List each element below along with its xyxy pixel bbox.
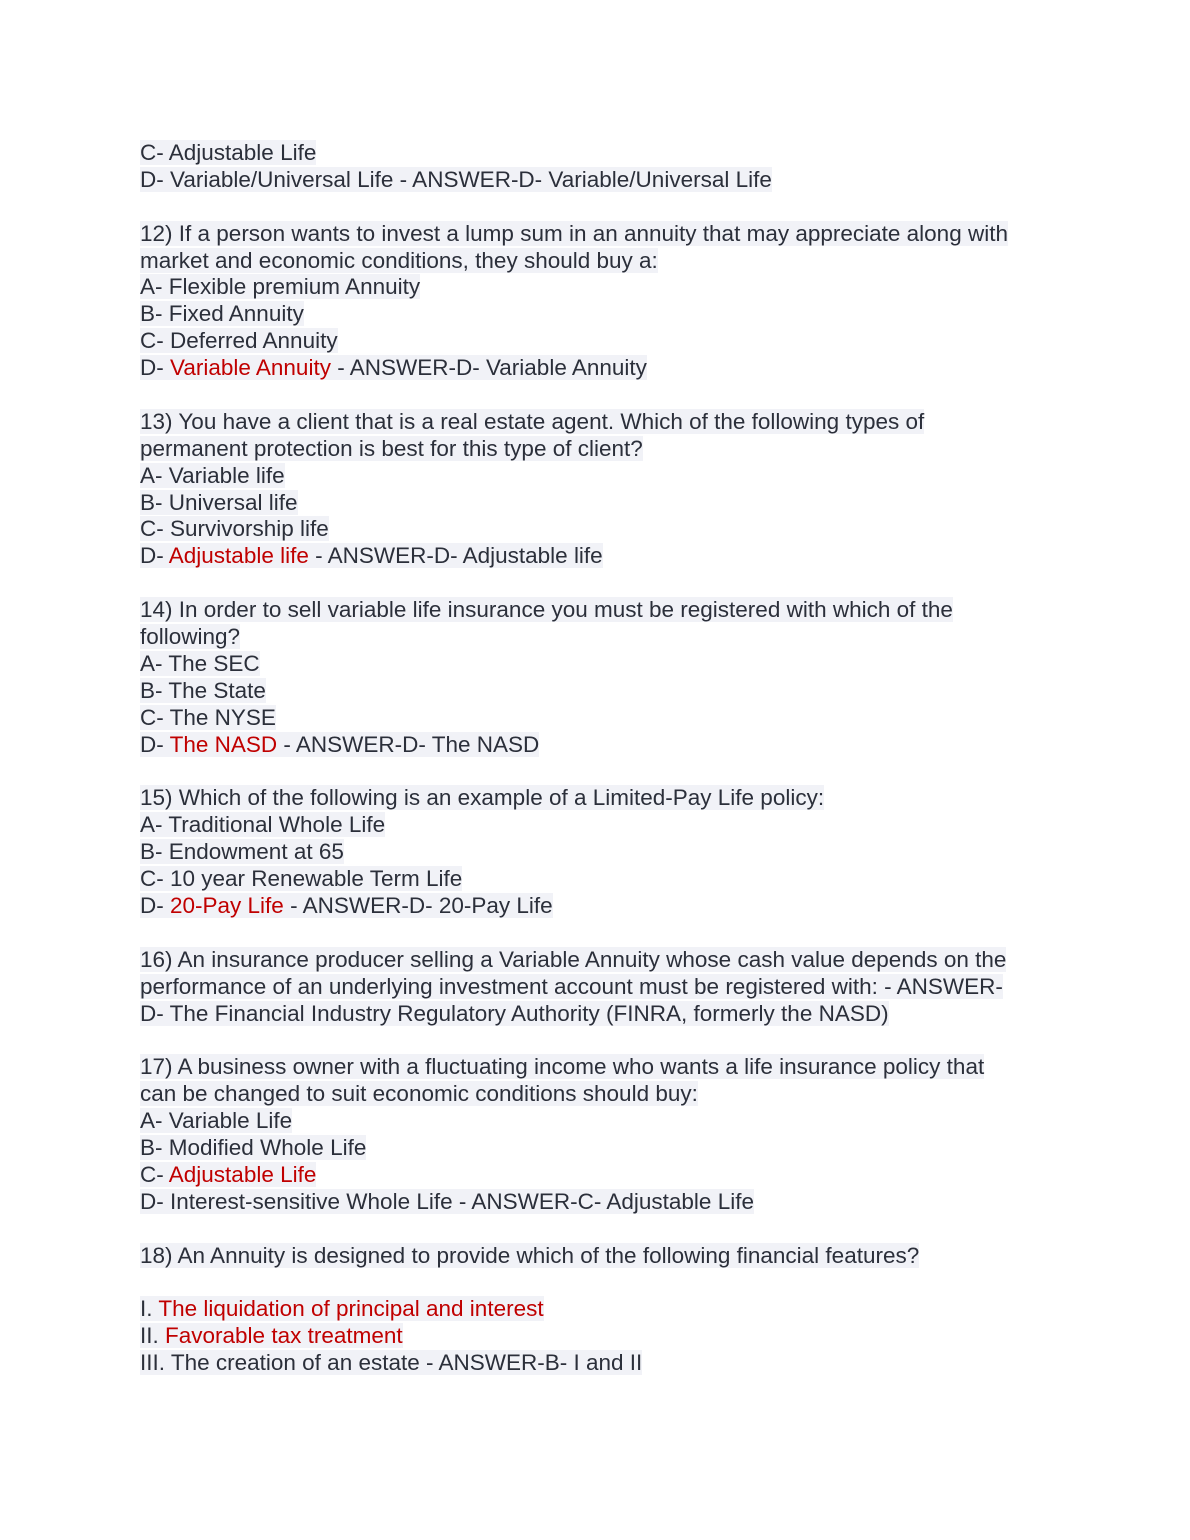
text-line [140, 140, 1060, 167]
text-line [140, 893, 1060, 920]
paragraph-gap [140, 920, 1060, 947]
line-text: C- Deferred Annuity [140, 328, 338, 354]
line-text: can be changed to suit economic conditions should buy: [140, 1081, 698, 1107]
line-text: B- Universal life [140, 489, 298, 515]
text-line [140, 705, 1060, 732]
highlighted-answer: Adjustable life [168, 543, 309, 569]
text-line [140, 1054, 1060, 1081]
line-text: C- The NYSE [140, 704, 276, 730]
text-line [140, 624, 1060, 651]
answer-suffix: - ANSWER-D- The NASD [277, 731, 540, 757]
line-text [140, 732, 539, 757]
paragraph-gap [140, 194, 1060, 221]
line-text [140, 893, 553, 918]
text-line [140, 221, 1060, 248]
paragraph-gap [140, 1027, 1060, 1054]
text-line [140, 1135, 1060, 1162]
line-text: 14) In order to sell variable life insurance you must be registered with which of the [140, 597, 953, 623]
highlighted-answer: The NASD [169, 731, 278, 757]
text-line [140, 490, 1060, 517]
line-text: A- Traditional Whole Life [140, 812, 386, 838]
line-text: D- Interest-sensitive Whole Life - ANSWER-C- Adjustable Life [140, 1188, 754, 1214]
text-line [140, 248, 1060, 275]
option-prefix: D- [140, 892, 170, 918]
text-line [140, 1323, 1060, 1350]
line-text: C- 10 year Renewable Term Life [140, 866, 463, 892]
line-text: B- Endowment at 65 [140, 839, 344, 865]
text-line [140, 651, 1060, 678]
line-text: 17) A business owner with a fluctuating income who wants a life insurance policy that [140, 1054, 985, 1080]
line-text: C- Survivorship life [140, 516, 329, 542]
text-line [140, 597, 1060, 624]
highlighted-answer: Favorable tax treatment [165, 1323, 403, 1349]
text-line [140, 866, 1060, 893]
line-text: C- Adjustable Life [140, 140, 317, 165]
line-text: B- Modified Whole Life [140, 1134, 367, 1160]
text-line [140, 732, 1060, 759]
text-line [140, 1108, 1060, 1135]
line-text [140, 1323, 403, 1348]
option-prefix: I. [140, 1296, 159, 1322]
text-line [140, 301, 1060, 328]
line-text [140, 1162, 316, 1187]
paragraph-gap [140, 1216, 1060, 1243]
text-line [140, 328, 1060, 355]
text-line [140, 1243, 1060, 1270]
text-line [140, 274, 1060, 301]
line-text: 16) An insurance producer selling a Variable Annuity whose cash value depends on the [140, 946, 1007, 972]
line-text [140, 543, 603, 568]
line-text: B- Fixed Annuity [140, 301, 304, 327]
option-prefix: C- [140, 1161, 169, 1187]
paragraph-gap [140, 1269, 1060, 1296]
answer-suffix: - ANSWER-D- 20-Pay Life [283, 892, 553, 918]
line-text: 15) Which of the following is an example of a Limited-Pay Life policy: [140, 785, 825, 811]
line-text: following? [140, 624, 241, 650]
line-text: B- The State [140, 677, 266, 703]
text-line [140, 812, 1060, 839]
line-text [140, 1296, 544, 1321]
text-line [140, 839, 1060, 866]
line-text: A- Variable Life [140, 1108, 293, 1134]
text-line [140, 1350, 1060, 1377]
line-text: 13) You have a client that is a real estate agent. Which of the following types of [140, 408, 925, 434]
line-text: D- The Financial Industry Regulatory Authority (FINRA, formerly the NASD) [140, 1000, 889, 1026]
line-text [140, 355, 647, 380]
answer-suffix: - ANSWER-D- Variable Annuity [330, 355, 647, 381]
line-text: market and economic conditions, they should buy a: [140, 247, 658, 273]
text-line [140, 167, 1060, 194]
highlighted-answer: Variable Annuity [170, 355, 331, 381]
text-line [140, 974, 1060, 1001]
line-text: permanent protection is best for this type of client? [140, 435, 643, 461]
text-line [140, 1296, 1060, 1323]
document-page [140, 140, 1060, 1377]
line-text: 18) An Annuity is designed to provide which of the following financial features? [140, 1242, 920, 1268]
answer-suffix: - ANSWER-D- Adjustable life [308, 543, 603, 569]
text-line [140, 678, 1060, 705]
line-text: A- Flexible premium Annuity [140, 274, 421, 300]
highlighted-answer: The liquidation of principal and interest [158, 1296, 544, 1322]
option-prefix: II. [140, 1323, 166, 1349]
text-line [140, 785, 1060, 812]
line-text: performance of an underlying investment account must be registered with: - ANSWER- [140, 973, 1003, 999]
text-line [140, 409, 1060, 436]
line-text: A- Variable life [140, 462, 285, 488]
text-line [140, 543, 1060, 570]
text-line [140, 463, 1060, 490]
text-line [140, 436, 1060, 463]
option-prefix: D- [140, 543, 169, 569]
line-text: D- Variable/Universal Life - ANSWER-D- Variable/Universal Life [140, 166, 772, 192]
text-line [140, 947, 1060, 974]
highlighted-answer: Adjustable Life [168, 1161, 317, 1187]
text-line [140, 355, 1060, 382]
text-line [140, 516, 1060, 543]
option-prefix: D- [140, 355, 170, 381]
option-prefix: D- [140, 731, 170, 757]
text-line [140, 1081, 1060, 1108]
paragraph-gap [140, 382, 1060, 409]
highlighted-answer: 20-Pay Life [170, 892, 284, 918]
line-text: 12) If a person wants to invest a lump sum in an annuity that may appreciate along with [140, 220, 1008, 246]
line-text: A- The SEC [140, 650, 260, 676]
line-text: III. The creation of an estate - ANSWER-B- I and II [140, 1350, 643, 1376]
paragraph-gap [140, 758, 1060, 785]
text-line [140, 1162, 1060, 1189]
paragraph-gap [140, 570, 1060, 597]
text-line [140, 1189, 1060, 1216]
text-line [140, 1001, 1060, 1028]
